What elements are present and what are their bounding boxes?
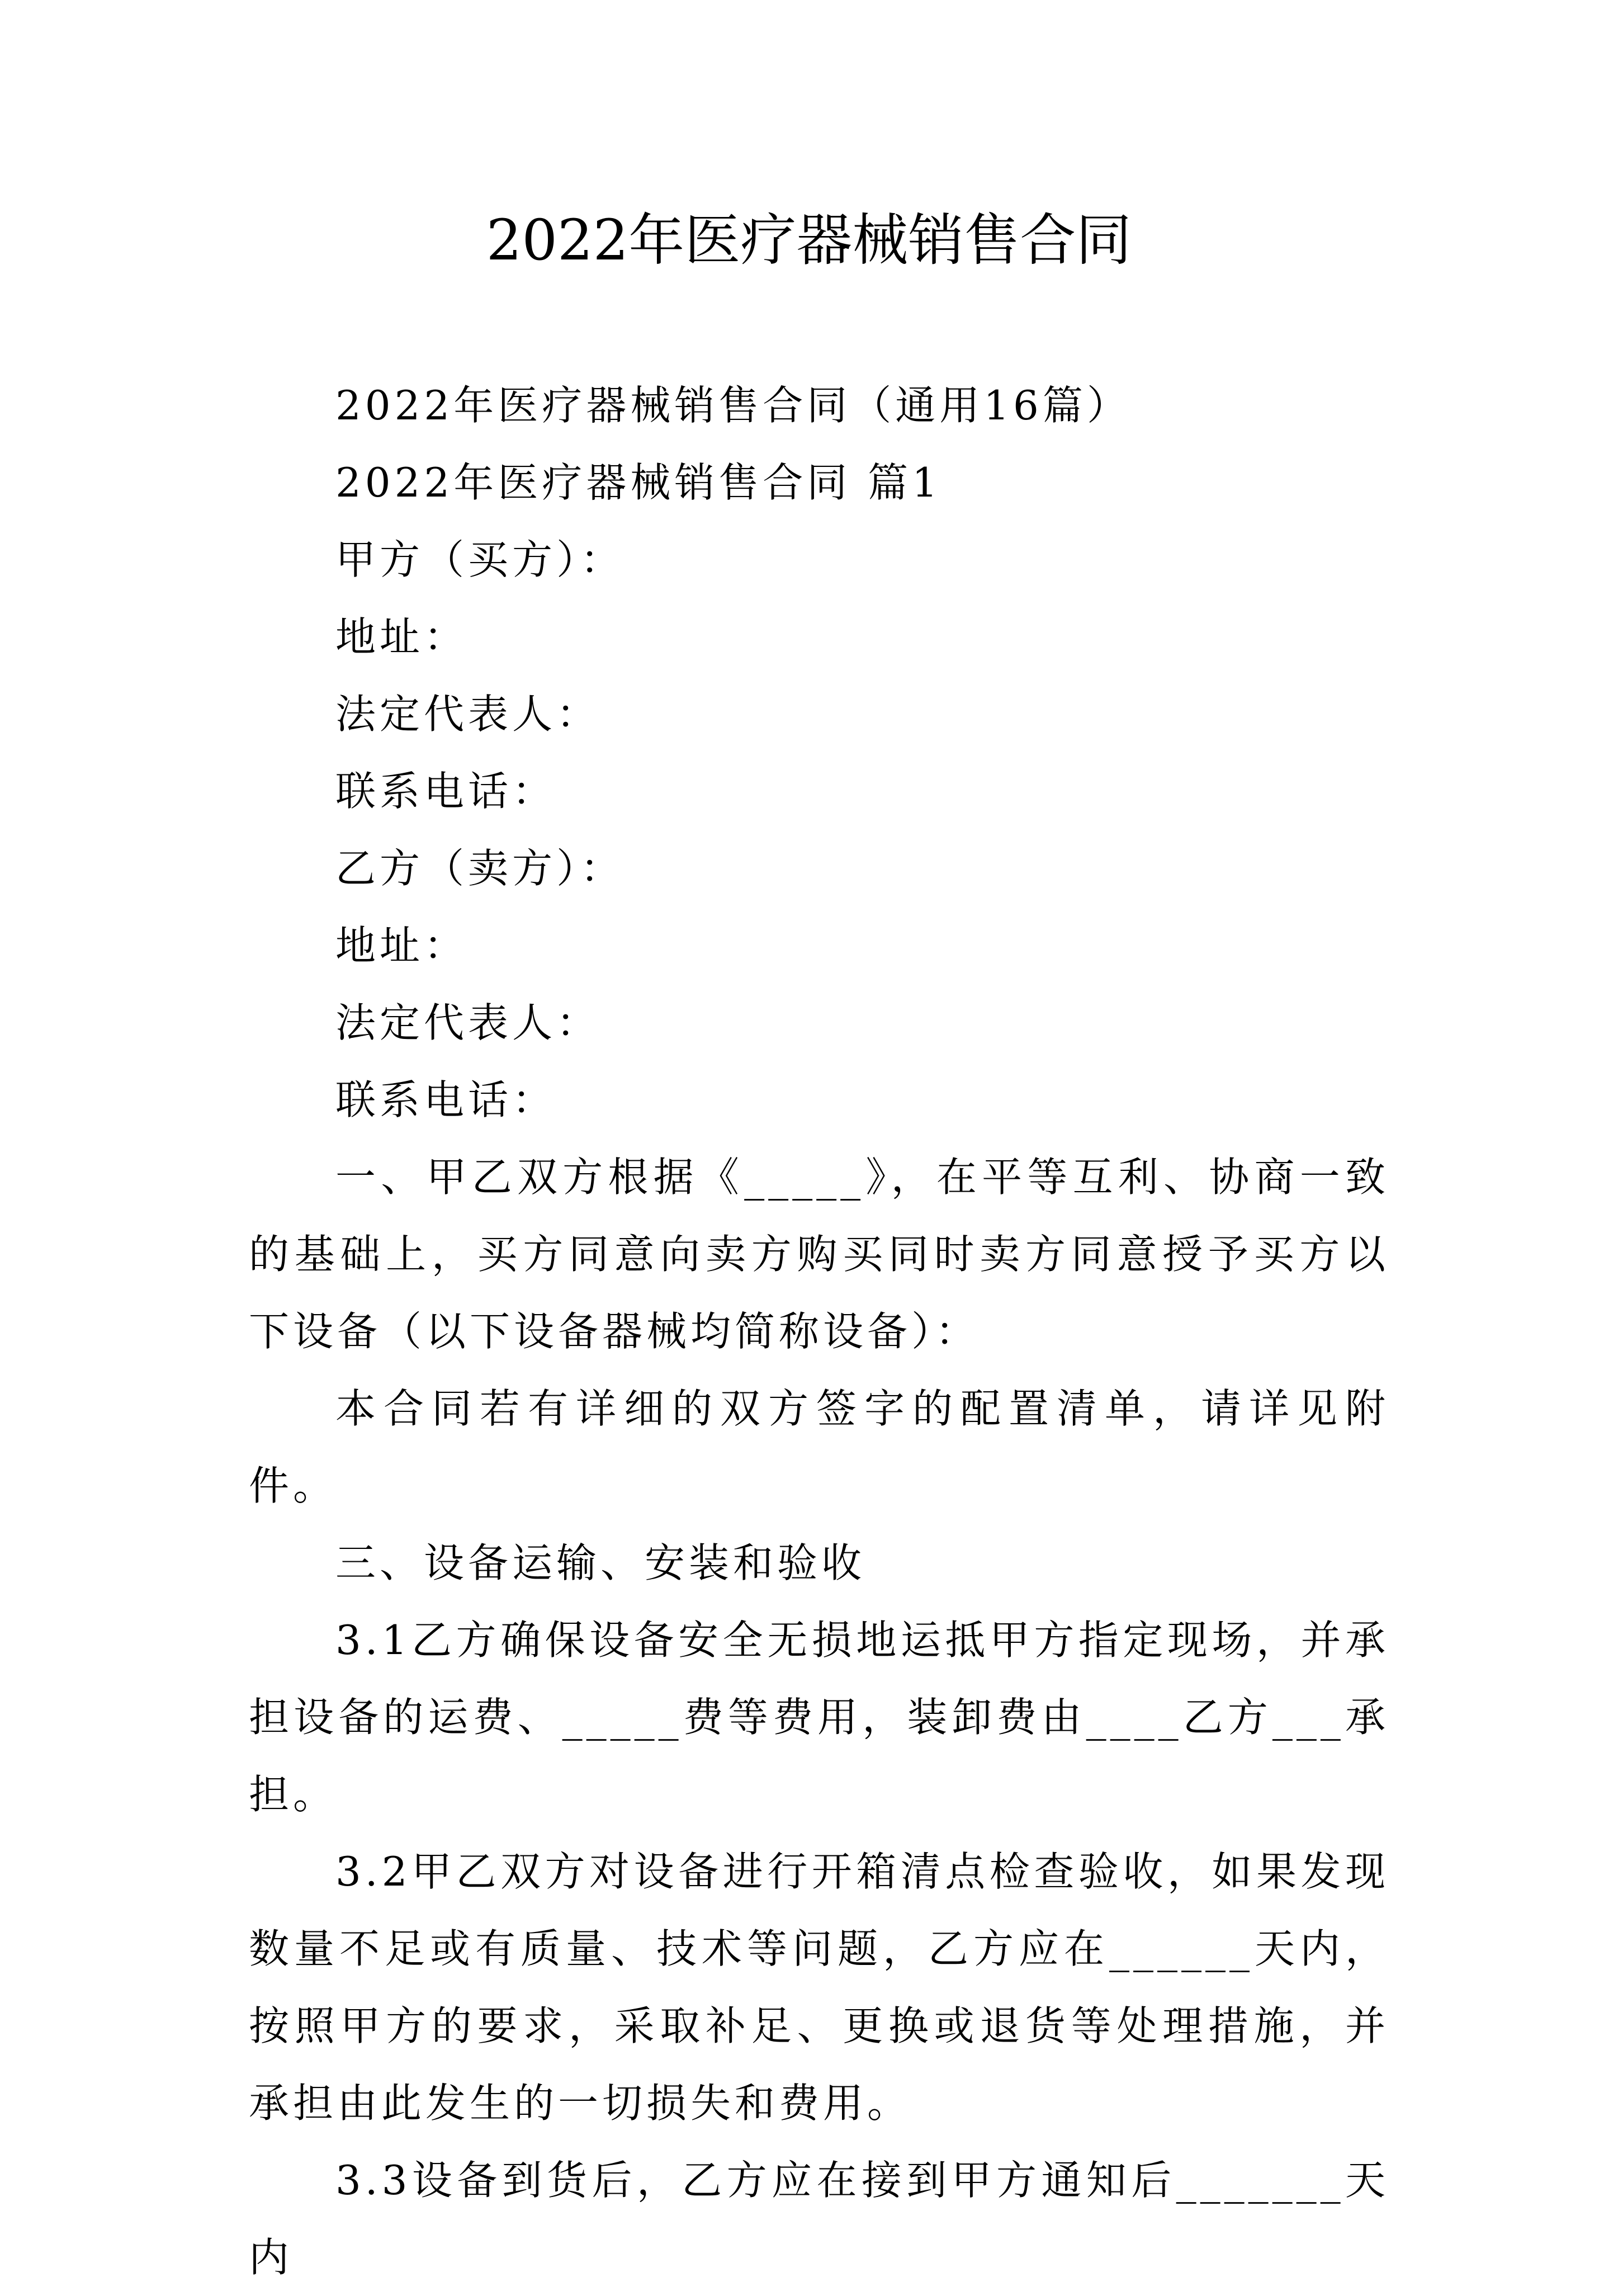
paragraph: 地址： (335, 613, 469, 660)
document-title: 2022年医疗器械销售合同 (486, 207, 1132, 273)
paragraph: 3.1乙方确保设备安全无损地运抵甲方指定现场，并承担设备的运费、_____费等费用，装卸费由____乙方___承担。 (249, 1617, 1389, 1818)
paragraph: 2022年医疗器械销售合同（通用16篇） (335, 382, 1131, 429)
paragraph: 乙方（卖方）： (335, 845, 625, 892)
paragraph: 法定代表人： (335, 999, 601, 1046)
paragraph: 联系电话： (335, 1076, 557, 1123)
paragraph: 一、甲乙双方根据《_____》，在平等互利、协商一致的基础上，买方同意向卖方购买同时卖方同意授予买方以下设备（以下设备器械均简称设备）： (249, 1154, 1389, 1355)
paragraph: 本合同若有详细的双方签字的配置清单，请详见附件。 (249, 1385, 1389, 1509)
paragraph: 法定代表人： (335, 691, 601, 738)
paragraph: 三、设备运输、安装和验收 (335, 1539, 866, 1586)
paragraph: 联系电话： (335, 768, 557, 815)
paragraph: 2022年医疗器械销售合同 篇1 (335, 459, 942, 506)
paragraph: 3.2甲乙双方对设备进行开箱清点检查验收，如果发现数量不足或有质量、技术等问题，乙方应在______天内，按照甲方的要求，采取补足、更换或退货等处理措施，并承担由此发生的一切损失和费用。 (249, 1848, 1389, 2127)
paragraph: 3.3设备到货后，乙方应在接到甲方通知后_______天内 (249, 2157, 1389, 2281)
paragraph: 甲方（买方）： (335, 536, 625, 583)
document-body (249, 367, 1389, 2296)
paragraph: 地址： (335, 922, 469, 969)
